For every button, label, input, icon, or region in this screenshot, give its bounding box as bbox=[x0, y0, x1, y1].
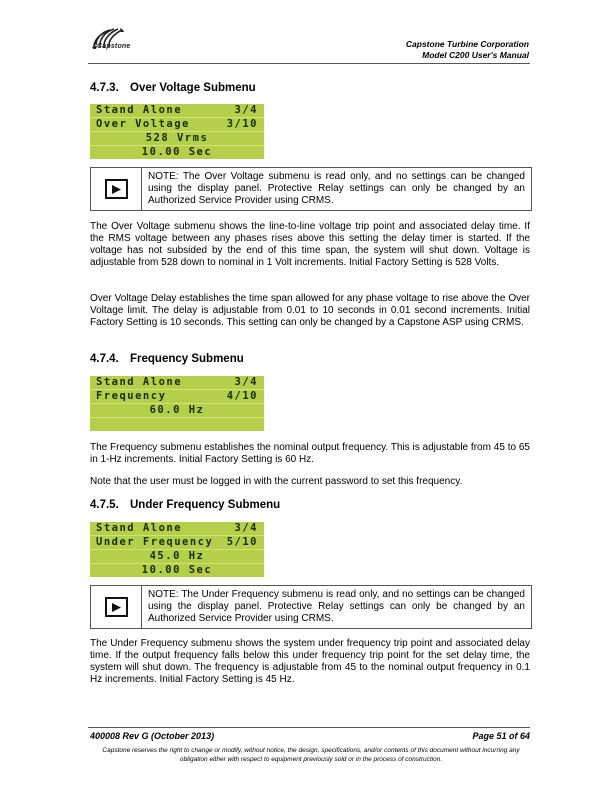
lcd-display-over-voltage bbox=[90, 104, 264, 159]
lcd-row: 10.00 Sec bbox=[141, 146, 213, 158]
note-icon-cell bbox=[91, 168, 142, 210]
lcd-row bbox=[90, 118, 264, 132]
section-heading-frequency bbox=[90, 353, 244, 365]
lcd-row: 10.00 Sec bbox=[141, 564, 213, 576]
document-header bbox=[406, 39, 529, 61]
note-box bbox=[90, 585, 532, 629]
lcd-text: Stand Alone bbox=[96, 376, 183, 388]
footer-rule bbox=[88, 727, 530, 728]
section-title: Frequency Submenu bbox=[130, 353, 244, 365]
note-text: NOTE: The Over Voltage submenu is read only, and no settings can be changed using the display panel. Protective Relay settings can only be changed by an Authorized Service Provider using CRMS. bbox=[148, 171, 525, 206]
header-rule bbox=[88, 63, 530, 64]
paragraph: The Over Voltage submenu shows the line-to-line voltage trip point and associated delay time. If the RMS voltage between any phases rises above this setting the delay timer is started. If the voltage has not subsided by the end of this time span, the system will shut down. Voltage is adjustable from 528 down to nominal in 1 Volt increments. Initial Factory Setting is 528 Volts. bbox=[90, 221, 530, 268]
section-number: 4.7.5. bbox=[90, 499, 119, 511]
lcd-row bbox=[90, 376, 264, 390]
paragraph: The Under Frequency submenu shows the system under frequency trip point and associated delay time. If the output frequency falls below this under frequency trip point for the set delay time, the system will shut down. The frequency is adjustable from 45 to the nominal output frequency in 0.1 Hz increments. Initial Factory Setting is 45 Hz. bbox=[90, 638, 530, 685]
lcd-display-under-frequency bbox=[90, 522, 264, 577]
section-heading-under-frequency bbox=[90, 499, 280, 511]
paragraph: Note that the user must be logged in with the current password to set this frequency. bbox=[90, 476, 463, 487]
lcd-text: 3/4 bbox=[234, 104, 258, 116]
page-number: Page 51 of 64 bbox=[472, 731, 530, 741]
lcd-text: Frequency bbox=[96, 390, 167, 402]
section-number: 4.7.3. bbox=[90, 82, 119, 94]
document-id: 400008 Rev G (October 2013) bbox=[90, 731, 215, 741]
lcd-text: Over Voltage bbox=[96, 118, 190, 130]
lcd-row: 45.0 Hz bbox=[90, 550, 264, 564]
logo-text: Capstone bbox=[97, 43, 131, 50]
section-heading-over-voltage bbox=[90, 82, 256, 94]
paragraph: The Frequency submenu establishes the nominal output frequency. This is adjustable from 45 to 65 in 1-Hz increments. Initial Factory Setting is 60 Hz. bbox=[90, 442, 530, 465]
arrow-right-icon bbox=[105, 597, 128, 617]
lcd-row bbox=[90, 390, 264, 404]
lcd-text: 3/10 bbox=[226, 118, 258, 130]
section-number: 4.7.4. bbox=[90, 353, 119, 365]
note-text: NOTE: The Under Frequency submenu is read only, and no settings can be changed using the display panel. Protective Relay settings can only be changed by an Authorized Service Provider using CRMS. bbox=[148, 589, 525, 624]
paragraph: Over Voltage Delay establishes the time span allowed for any phase voltage to rise above the Over Voltage limit. The delay is adjustable from 0.01 to 10 seconds in 0.01 second increments. Initial Factory Setting is 10 seconds. This setting can only be changed by a Capstone ASP using CRMS. bbox=[90, 293, 530, 328]
lcd-row bbox=[90, 536, 264, 550]
section-title: Under Frequency Submenu bbox=[130, 499, 281, 511]
lcd-row bbox=[90, 418, 264, 431]
lcd-row bbox=[90, 522, 264, 536]
company-name: Capstone Turbine Corporation bbox=[405, 39, 529, 49]
lcd-text: 5/10 bbox=[226, 536, 258, 548]
lcd-text: 3/4 bbox=[234, 522, 258, 534]
lcd-text: 4/10 bbox=[226, 390, 258, 402]
disclaimer: Capstone reserves the right to change or modify, without notice, the design, specifications, and/or contents of this document without incurring any obligation either with respect to equipment previously sold or in the process of construction. bbox=[102, 747, 520, 763]
manual-title: Model C200 User's Manual bbox=[422, 50, 529, 60]
lcd-row: 60.0 Hz bbox=[90, 404, 264, 418]
lcd-row: 528 Vrms bbox=[90, 132, 264, 146]
section-title: Over Voltage Submenu bbox=[130, 82, 256, 94]
lcd-text: Under Frequency bbox=[96, 536, 214, 548]
note-icon-cell bbox=[91, 586, 142, 628]
lcd-row bbox=[90, 104, 264, 118]
lcd-display-frequency bbox=[90, 376, 264, 431]
arrow-right-icon bbox=[105, 179, 128, 199]
note-box bbox=[90, 167, 532, 211]
lcd-text: Stand Alone bbox=[96, 522, 183, 534]
lcd-text: 3/4 bbox=[234, 376, 258, 388]
lcd-text: Stand Alone bbox=[96, 104, 183, 116]
